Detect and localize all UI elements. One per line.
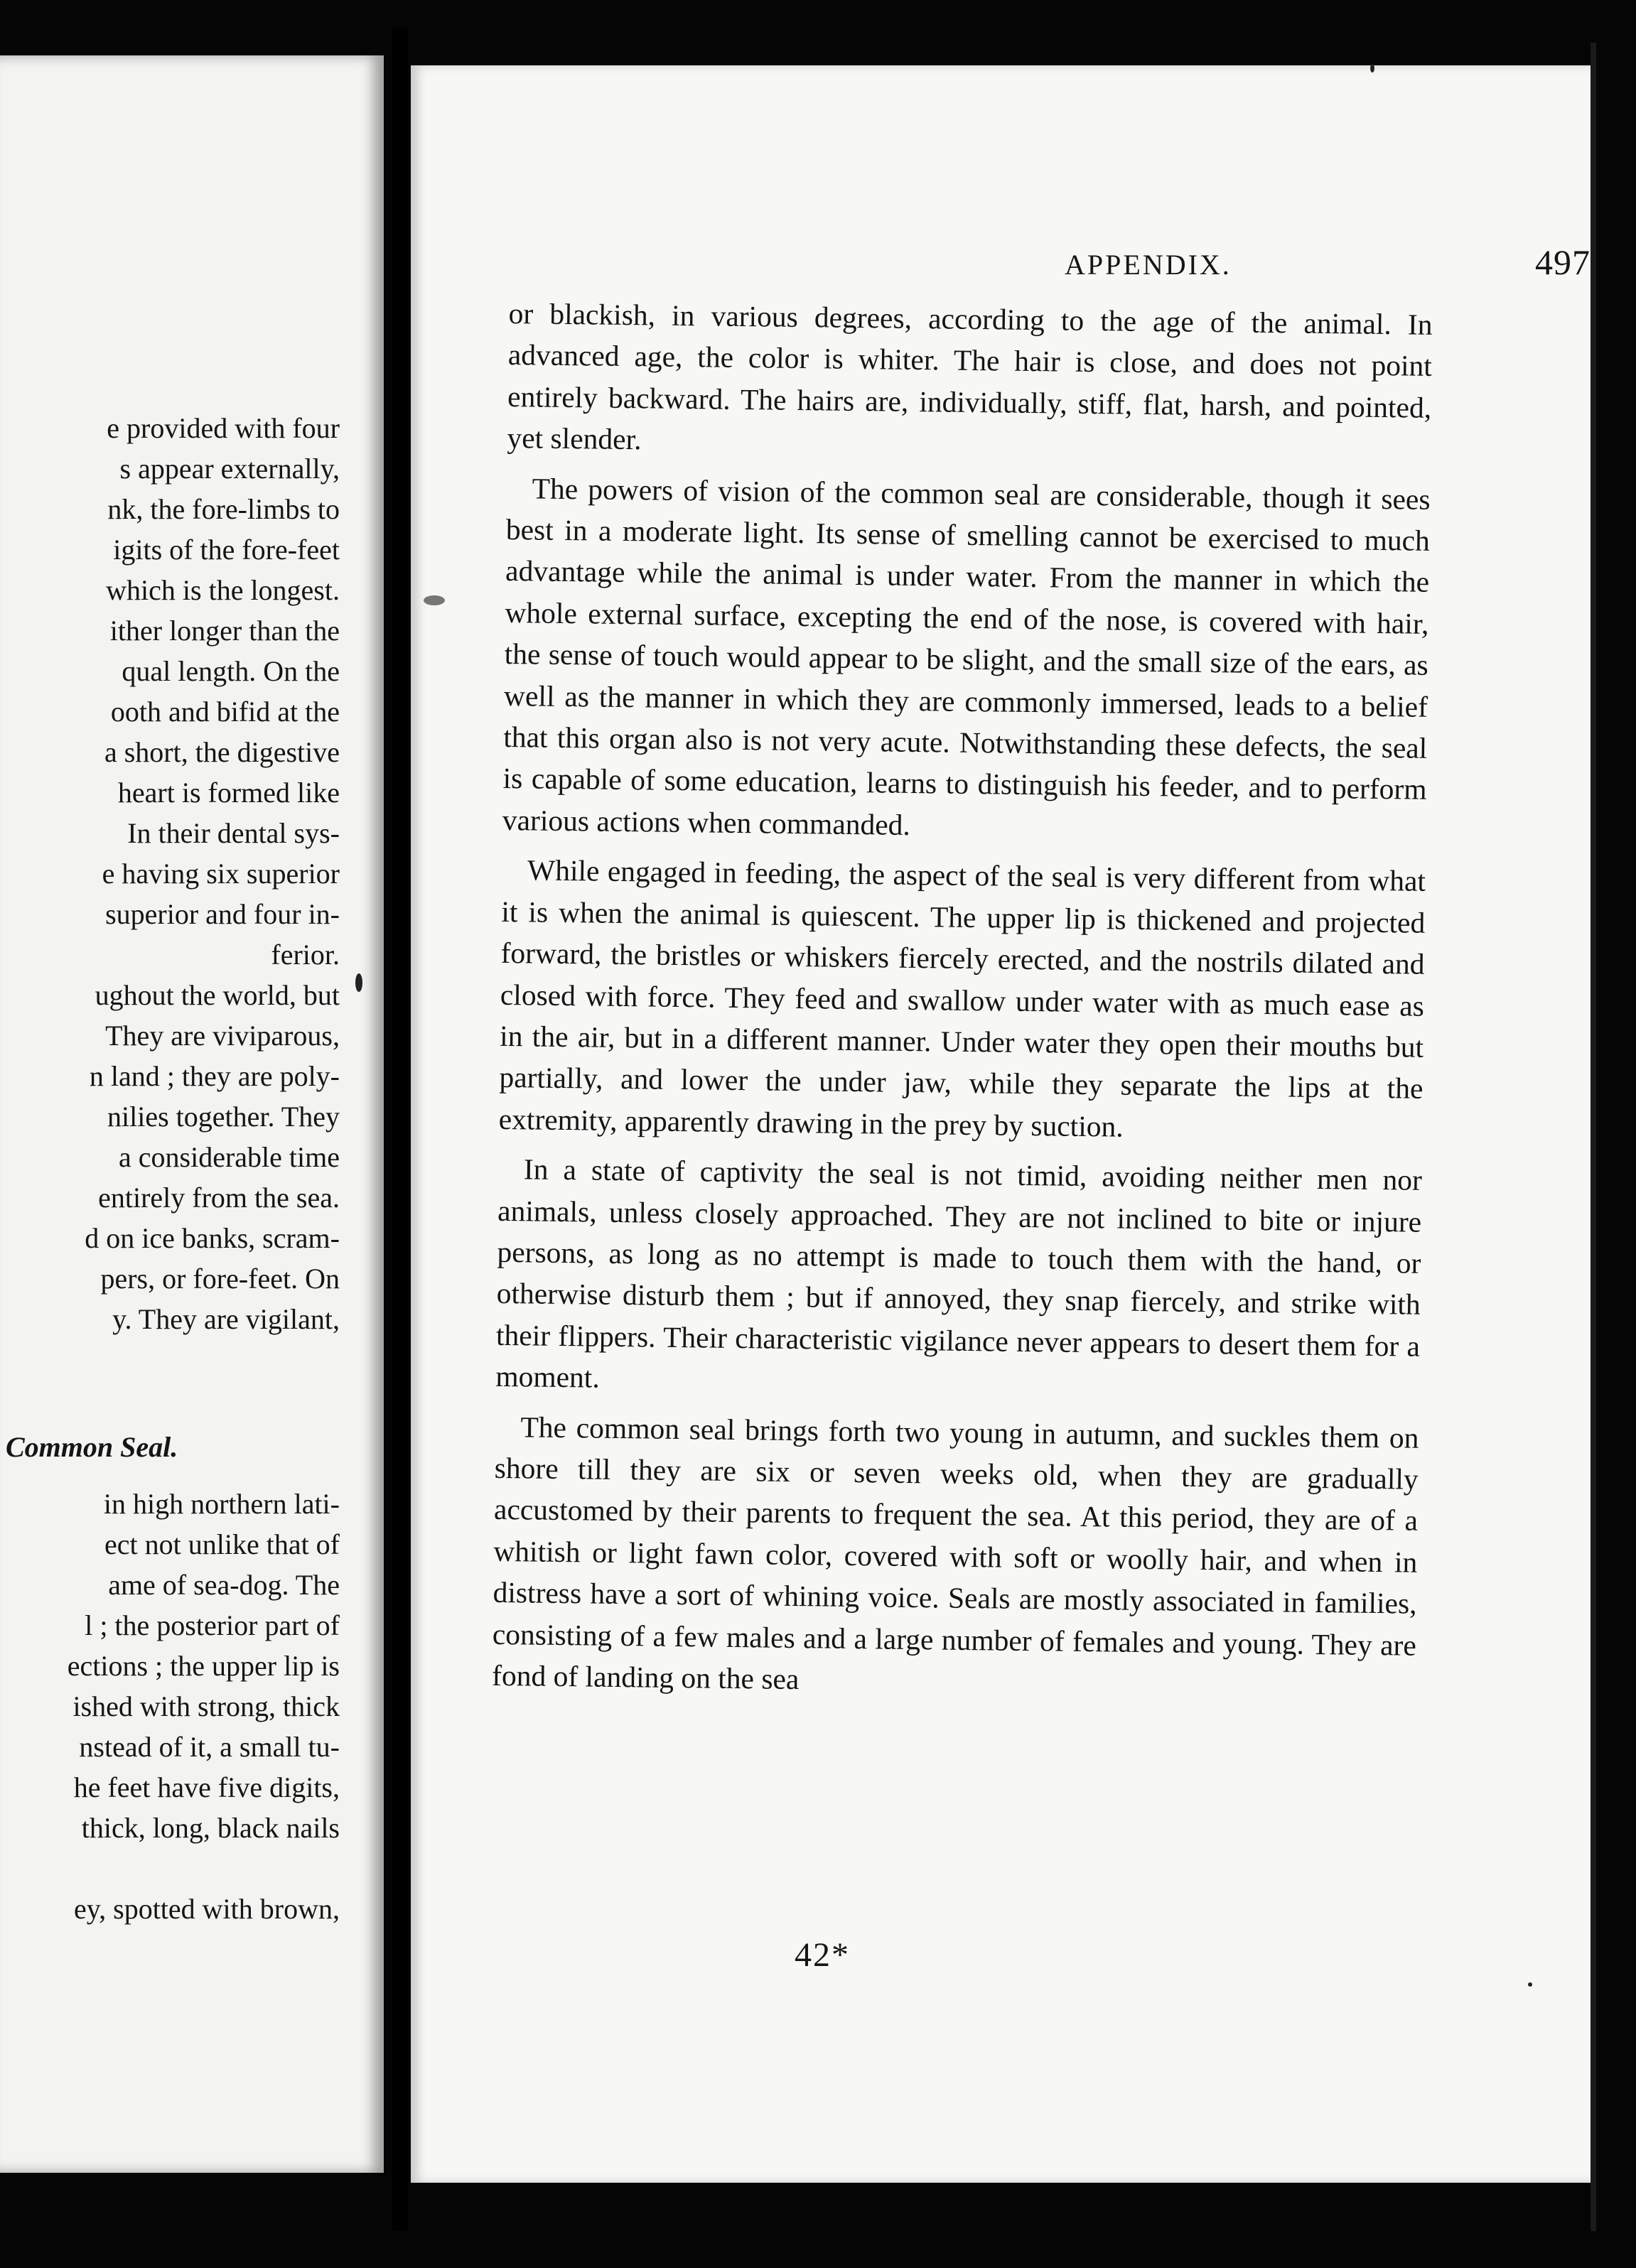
left-page-line: s appear externally, xyxy=(119,453,340,485)
left-page-line: ished with strong, thick xyxy=(72,1690,340,1722)
left-page-line: n land ; they are poly- xyxy=(89,1060,340,1092)
paragraph: The powers of vision of the common seal are considerable, though it sees best in a moderate light. Its sense of smelling cannot be exercised to much advantage while the animal is under water. From the manner in which the whole external surface, excepting the end of the nose, is covered with hair, the sense of touch would appear to be slight, and the small size of the ears, as well as the manner in which they are commonly immersed, leads to a belief that this organ also is not very acute. Notwithstanding these defects, the seal is capable of some education, learns to distinguish his feeder, and to perform various actions when commanded. xyxy=(502,472,1431,841)
left-page-line: superior and four in- xyxy=(105,898,340,930)
left-page-line: a short, the digestive xyxy=(104,736,340,768)
left-page-line: ferior. xyxy=(271,939,340,971)
left-page-line: ect not unlike that of xyxy=(104,1528,340,1560)
running-head xyxy=(851,242,1591,283)
left-page-line xyxy=(0,1848,340,1889)
scan-speck xyxy=(355,973,362,992)
left-page-line: e provided with four xyxy=(107,412,340,444)
left-page-line: nilies together. They xyxy=(107,1101,340,1133)
left-page-line: a considerable time xyxy=(119,1141,340,1173)
book-gutter xyxy=(392,28,408,2231)
left-page-line: entirely from the sea. xyxy=(98,1182,340,1214)
left-page-line: ither longer than the xyxy=(109,615,340,647)
left-page-line: d on ice banks, scram- xyxy=(85,1222,340,1254)
left-page-fragment xyxy=(0,55,384,2173)
left-page-line: nk, the fore-limbs to xyxy=(107,493,340,525)
left-page-line: in high northern lati- xyxy=(103,1488,340,1520)
left-page-text-top xyxy=(0,408,340,1339)
page-number: 497 xyxy=(1535,242,1591,282)
scan-speck xyxy=(1528,1982,1532,1987)
left-page-heading: Common Seal. xyxy=(6,1431,178,1463)
left-page-line: y. They are vigilant, xyxy=(112,1303,340,1335)
left-page-line: ey, spotted with brown, xyxy=(73,1893,340,1925)
left-page-line: ooth and bifid at the xyxy=(110,696,340,728)
left-page-line: qual length. On the xyxy=(122,655,340,687)
paragraph: In a state of captivity the seal is not timid, avoiding neither men nor animals, unless closely approached. They are not inclined to bite or injure persons, as long as no attempt is made to touch them with the hand, or otherwise disturb them ; but if annoyed, they snap fiercely, and strike with their flippers. Their characteristic vigilance never appears to desert them for a moment. xyxy=(495,1152,1423,1394)
left-page-line: ughout the world, but xyxy=(95,979,340,1011)
left-page-line: igits of the fore-feet xyxy=(113,534,340,566)
scan-speck xyxy=(424,595,445,605)
left-page-line: thick, long, black nails xyxy=(81,1812,340,1844)
left-page-line: They are viviparous, xyxy=(105,1020,340,1052)
scan-speck xyxy=(1370,64,1374,72)
left-page-line: In their dental sys- xyxy=(127,817,340,849)
left-page-line: ame of sea-dog. The xyxy=(108,1569,340,1601)
left-page-line: ections ; the upper lip is xyxy=(67,1650,340,1682)
paragraph: The common seal brings forth two young in autumn, and suckles them on shore till they are six or seven weeks old, when they are gradually accustomed by their parents to frequent the sea. At this period, they are of a whitish or light fawn color, covered with soft or woolly hair, and when in distress have a sort of whining voice. Seals are mostly associated in families, consisting of a few males and a large number of females and young. They are fond of landing on the sea xyxy=(491,1410,1419,1696)
running-head-title: APPENDIX. xyxy=(1065,249,1232,281)
main-page xyxy=(411,65,1593,2183)
left-page-line: nstead of it, a small tu- xyxy=(79,1731,340,1763)
left-page-line: which is the longest. xyxy=(106,574,340,606)
left-page-line: l ; the posterior part of xyxy=(85,1609,340,1641)
page-edge xyxy=(1591,43,1596,2231)
left-page-line: pers, or fore-feet. On xyxy=(100,1263,340,1295)
left-page-line: heart is formed like xyxy=(117,777,340,809)
paragraph: While engaged in feeding, the aspect of the seal is very different from what it is when the animal is quiescent. The upper lip is thickened and projected forward, the bristles or whiskers fiercely erected, and the nostrils dilated and closed with force. They feed and swallow under water with as much ease as in the air, but in a different manner. Under water they open their mouths but partially, and lower the under jaw, while they separate the lips at the extremity, apparently drawing in the prey by suction. xyxy=(498,853,1426,1143)
left-page-line: he feet have five digits, xyxy=(73,1771,340,1803)
paragraph: or blackish, in various degrees, according to the age of the animal. In advanced age, the color is whiter. The hair is close, and does not point entirely backward. The hairs are, individually, stiff, flat, harsh, and pointed, yet slender. xyxy=(507,296,1433,456)
signature-mark: 42* xyxy=(795,1936,850,1974)
left-page-text-bottom xyxy=(0,1484,340,1929)
body-text xyxy=(492,293,1433,1716)
left-page-line: e having six superior xyxy=(102,858,340,890)
